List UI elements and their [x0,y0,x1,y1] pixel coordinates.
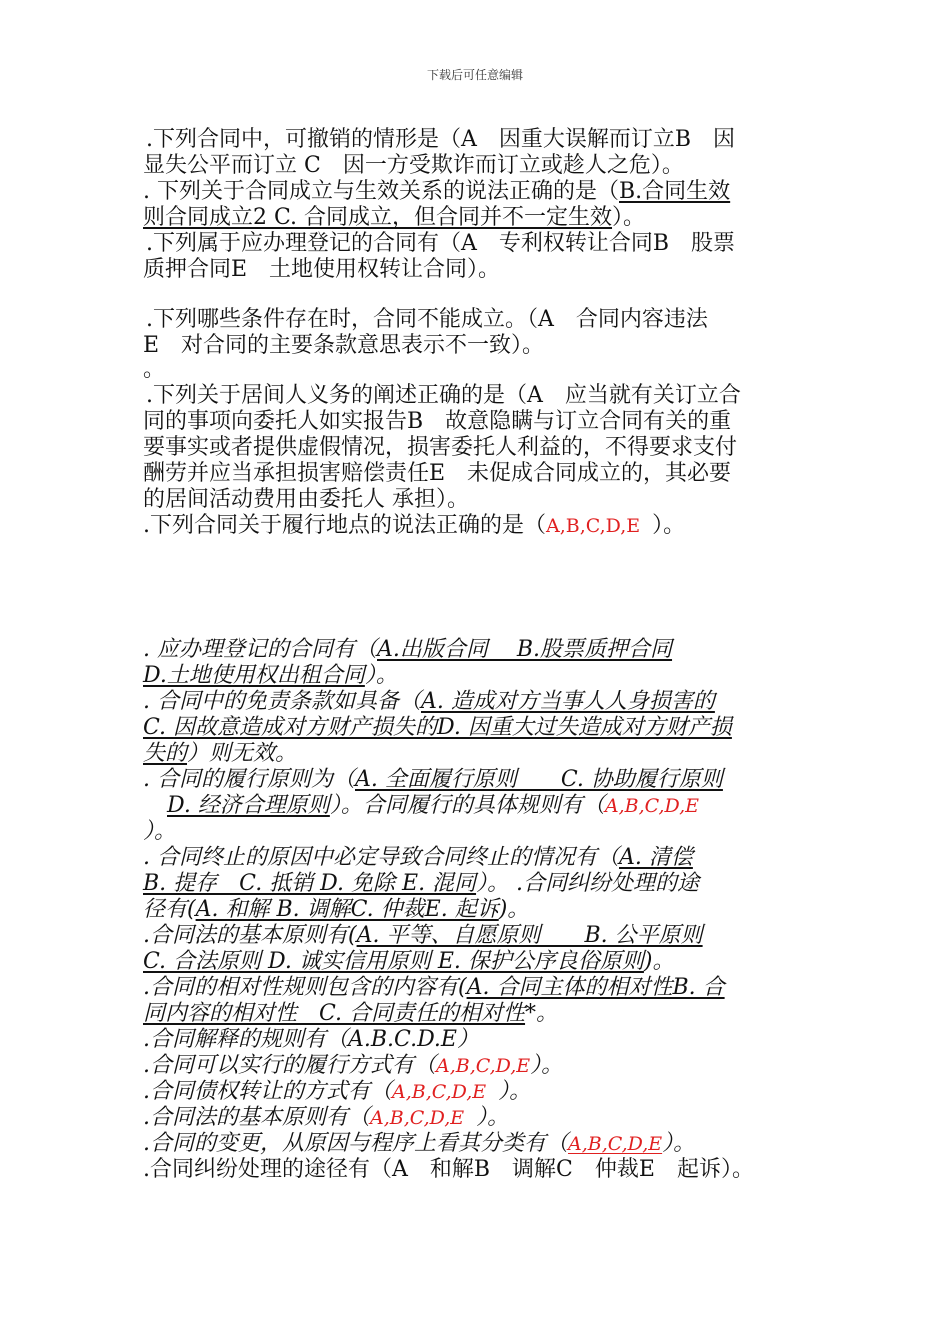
q6-line-1 [143,513,685,539]
q6-close: ）。 [652,513,686,538]
item-a-line-2 [143,663,398,689]
item-b-line-1 [143,689,715,715]
item-e-stem: .合同法的基本原则有( [143,923,357,948]
q6-stem: .下列合同关于履行地点的说法正确的是（ [143,513,546,538]
item-e-line-2 [143,949,675,975]
q2-stem: . 下列关于合同成立与生效关系的说法正确的是（ [143,179,619,204]
item-f-answer-2: 同内容的相对性 C. 合同责任的相对性 [143,1001,526,1026]
q1-line-2: 显失公平而订立 C 因一方受欺诈而订立或趁人之危）。 [143,153,684,178]
item-c-line-1 [143,767,723,793]
item-a-answer-1: A.出版合同 B.股票质押合同 [377,637,673,662]
item-k-close: ）。 [662,1131,696,1156]
item-b-answer-3: 失的 [143,741,188,766]
q2-line-1 [143,179,730,205]
item-h-close: ）。 [530,1053,564,1078]
item-b-line-2: C. 因故意造成对方财产损失的D. 因重大过失造成对方财产损 [143,715,732,740]
q5-line-3: 要事实或者提供虚假情况，损害委托人利益的，不得要求支付 [143,435,738,460]
stray-period: 。 [143,357,166,382]
q5-line-5: 的居间活动费用由委托人 承担）。 [143,487,469,512]
item-j-line [143,1105,509,1131]
item-d-line-3 [143,897,529,923]
q2-close: ）。 [612,205,646,230]
item-i-close: ）。 [498,1079,532,1104]
q4-line-2: E 对合同的主要条款意思表示不一致）。 [143,333,545,358]
item-j-answer: A,B,C,D,E [370,1107,465,1129]
item-j-close: ）。 [476,1105,510,1130]
item-i-stem: .合同债权转让的方式有（ [143,1079,392,1104]
q3-line-2: 质押合同E 土地使用权转让合同）。 [143,257,501,282]
item-d-line-2 [143,871,699,897]
item-i-answer: A,B,C,D,E [392,1081,487,1103]
item-j-stem: .合同法的基本原则有（ [143,1105,370,1130]
item-g-line: .合同解释的规则有（A.B.C.D.E） [143,1027,479,1052]
item-a-stem: . 应办理登记的合同有（ [143,637,377,662]
item-d-answer-2: B. 提存 C. 抵销 D. 免除 E. 混同 [143,871,477,896]
item-h-stem: .合同可以实行的履行方式有（ [143,1053,436,1078]
item-k-line [143,1131,695,1157]
q1-line-1: .下列合同中，可撤销的情形是（A 因重大误解而订立B 因 [146,127,736,152]
q2-answer-part1: B.合同生效 [619,179,731,204]
item-d-answer-3: A. 和解 B. 调解C. 仲裁E. 起诉 [195,897,499,922]
item-d-line-1 [143,845,693,871]
item-a-line-1 [143,637,672,663]
item-b-answer-1: A. 造成对方当事人人身损害的 [421,689,715,714]
item-d-answer-1: A. 清偿 [619,845,693,870]
item-d-stem: . 合同终止的原因中必定导致合同终止的情况有（ [143,845,619,870]
item-c-stem-2: ）。合同履行的具体规则有（ [329,793,605,818]
item-h-answer: A,B,C,D,E [436,1055,531,1077]
item-c-answer-red: A,B,C,D,E [604,795,699,817]
q2-answer-part2: 则合同成立2 C. 合同成立，但合同并不一定生效 [143,205,613,230]
q5-line-4: 酬劳并应当承担损害赔偿责任E 未促成合同成立的，其必要 [143,461,732,486]
q6-answer: A,B,C,D,E [546,515,641,537]
item-d-close: )。 [498,897,530,922]
item-k-answer: A,B,C,D,E [568,1133,663,1155]
item-b-line-3 [143,741,297,767]
item-b-stem: . 合同中的免责条款如具备（ [143,689,421,714]
item-l-line: .合同纠纷处理的途径有（A 和解B 调解C 仲裁E 起诉）。 [143,1157,754,1182]
item-e-line-1 [143,923,703,949]
item-k-stem: .合同的变更，从原因与程序上看其分类有（ [143,1131,568,1156]
q3-line-1: .下列属于应办理登记的合同有（A 专利权转让合同B 股票 [146,231,736,256]
item-f-close: *。 [525,1001,559,1026]
item-b-close: ）则无效。 [187,741,298,766]
item-f-line-1 [143,975,725,1001]
item-e-answer-2: C. 合法原则 D. 诚实信用原则 E. 保护公序良俗原则 [143,949,644,974]
item-e-answer-1: A. 平等、自愿原则 B. 公平原则 [356,923,703,948]
item-f-stem: .合同的相对性规则包含的内容有( [143,975,467,1000]
item-i-line [143,1079,531,1105]
item-f-line-2 [143,1001,558,1027]
item-c-answer-2: D. 经济合理原则 [167,793,330,818]
q4-line-1: .下列哪些条件存在时，合同不能成立。（A 合同内容违法 [146,307,708,332]
item-d-stem-2: ）。 .合同纠纷处理的途 [476,871,700,896]
page-header: 下载后可任意编辑 [426,68,523,82]
q5-line-1: .下列关于居间人义务的阐述正确的是（A 应当就有关订立合 [146,383,741,408]
q5-line-2: 同的事项向委托人如实报告B 故意隐瞒与订立合同有关的重 [143,409,732,434]
item-a-close: ）。 [364,663,398,688]
item-h-line [143,1053,563,1079]
item-a-answer-2: D.土地使用权出租合同 [143,663,365,688]
q2-line-2 [143,205,645,231]
item-c-line-2 [143,793,699,819]
item-f-answer-1: A. 合同主体的相对性B. 合 [466,975,725,1000]
item-c-answer-1: A. 全面履行原则 C. 协助履行原则 [355,767,723,792]
item-c-stem: . 合同的履行原则为（ [143,767,355,792]
item-c-line-3: ）。 [143,819,177,844]
item-d-stem-3: 径有( [143,897,196,922]
item-e-close: )。 [643,949,675,974]
